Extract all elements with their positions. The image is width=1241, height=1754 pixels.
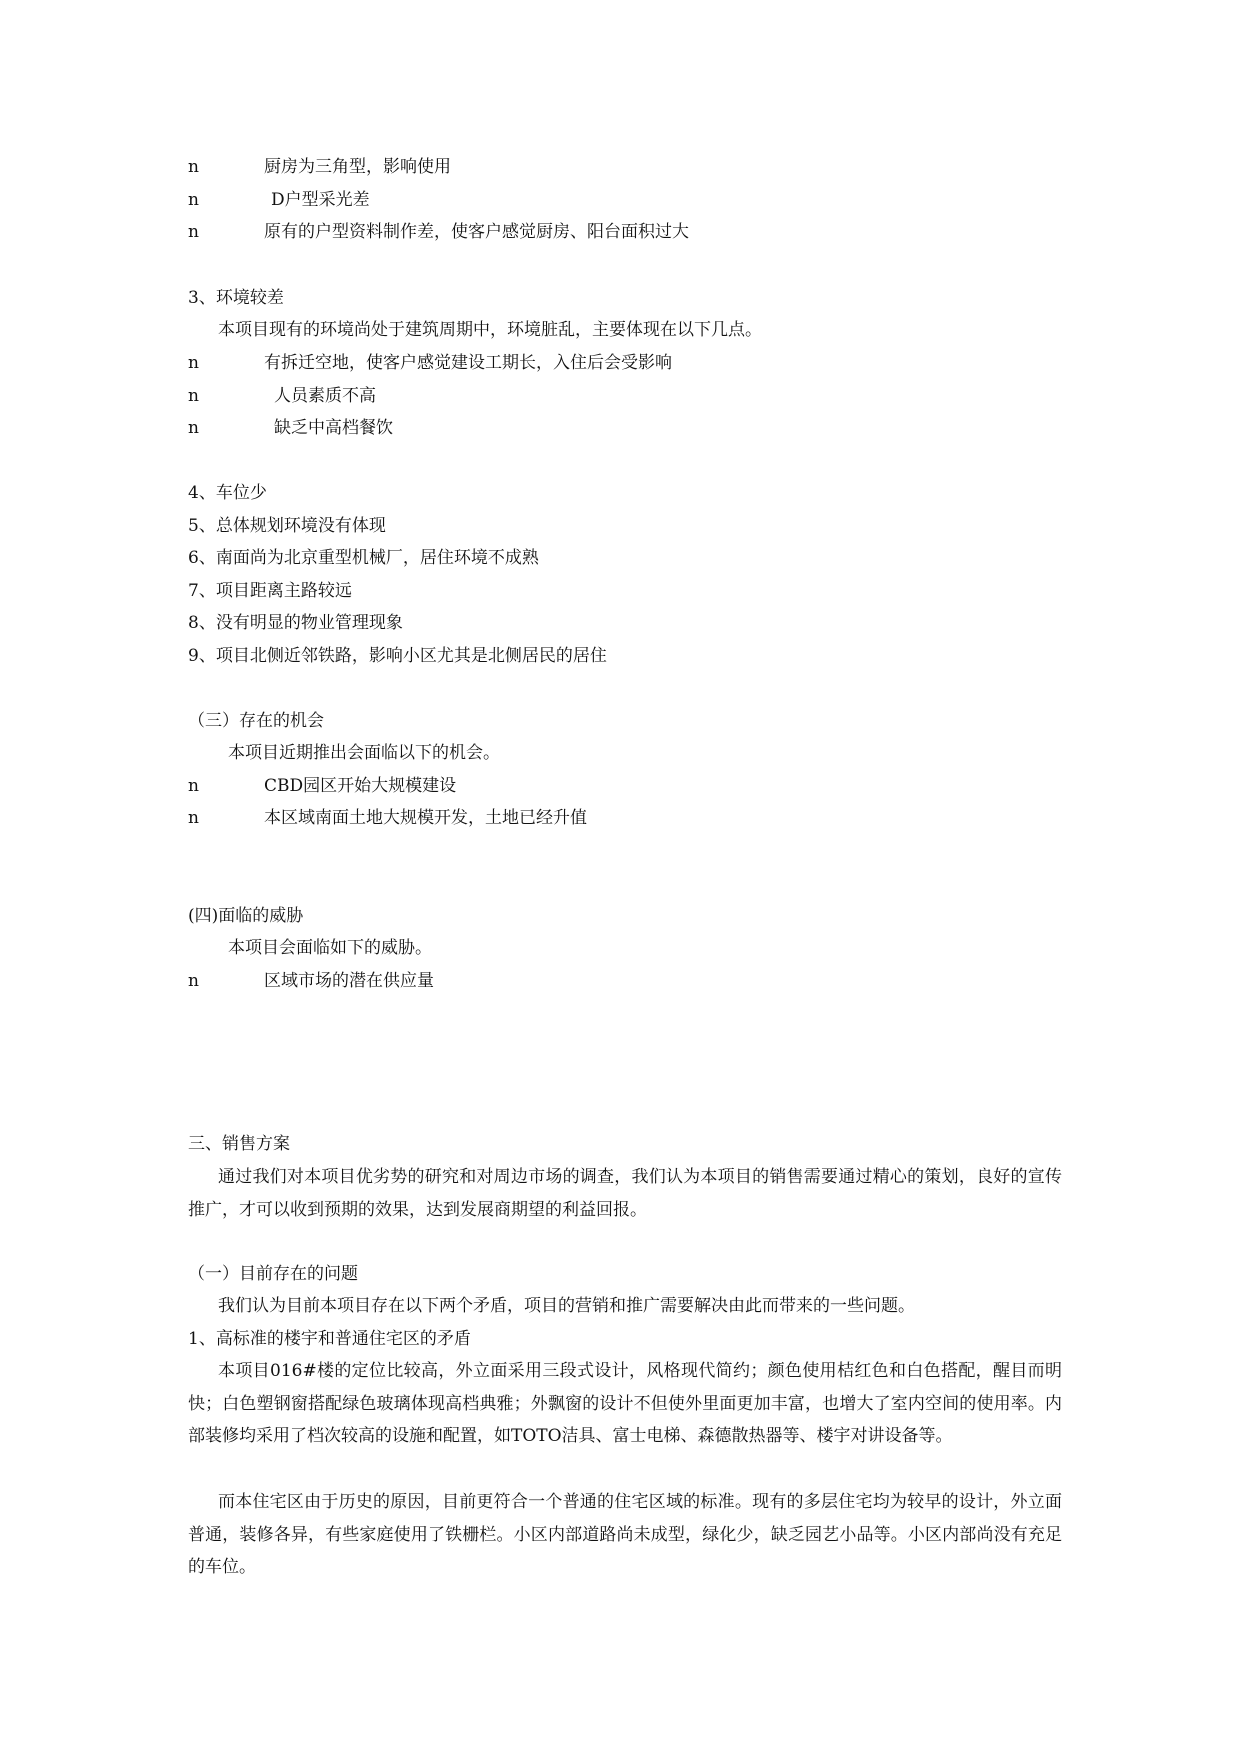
section-heading: （三）存在的机会 [188,711,324,731]
numbered-item: 4、车位少 [188,483,267,503]
bullet-marker: n [188,776,199,796]
sales-paragraph: 通过我们对本项目优劣势的研究和对周边市场的调查，我们认为本项目的销售需要通过精心的策划，良好的宣传推广，才可以收到预期的效果，达到发展商期望的利益回报。 [188,1167,1062,1220]
bullet-marker: n [188,190,199,210]
numbered-item: 7、项目距离主路较远 [188,581,352,601]
bullet-marker: n [188,386,199,406]
numbered-item: 5、总体规划环境没有体现 [188,516,386,536]
section-heading: 3、环境较差 [188,288,284,308]
bullet-item: CBD园区开始大规模建设 [264,776,457,796]
bullet-item: 区域市场的潜在供应量 [264,971,434,991]
body-paragraph: 本项目016#楼的定位比较高，外立面采用三段式设计，风格现代简约；颜色使用桔红色和白色搭配，醒目而明快；白色塑钢窗搭配绿色玻璃体现高档典雅；外飘窗的设计不但使外里面更加丰富，也增大了室内空间的使用率。内部装修均采用了档次较高的设施和配置，如TOTO洁具、富士电梯、森德散热器等、楼宇对讲设备等。 [188,1361,1062,1446]
bullet-marker: n [188,157,199,177]
numbered-item: 8、没有明显的物业管理现象 [188,613,403,633]
bullet-item: 本区域南面土地大规模开发，土地已经升值 [264,808,587,828]
section-heading: (四)面临的威胁 [188,906,304,926]
bullet-item: 缺乏中高档餐饮 [274,418,393,438]
bullet-item: 厨房为三角型，影响使用 [264,157,451,177]
numbered-item: 6、南面尚为北京重型机械厂，居住环境不成熟 [188,548,539,568]
bullet-marker: n [188,418,199,438]
bullet-item: 人员素质不高 [274,386,376,406]
section-heading: （一）目前存在的问题 [188,1264,358,1284]
bullet-marker: n [188,971,199,991]
body-paragraph: 而本住宅区由于历史的原因，目前更符合一个普通的住宅区域的标准。现有的多层住宅均为较早的设计，外立面普通，装修各异，有些家庭使用了铁栅栏。小区内部道路尚未成型，绿化少，缺乏园艺小品等。小区内部尚没有充足的车位。 [188,1492,1062,1577]
section-intro: 本项目近期推出会面临以下的机会。 [228,743,500,763]
bullet-marker: n [188,222,199,242]
bullet-marker: n [188,353,199,373]
section-intro: 我们认为目前本项目存在以下两个矛盾，项目的营销和推广需要解决由此而带来的一些问题。 [218,1296,915,1316]
bullet-item: D户型采光差 [271,190,370,210]
sub-heading: 1、高标准的楼宇和普通住宅区的矛盾 [188,1329,471,1349]
bullet-item: 有拆迁空地，使客户感觉建设工期长，入住后会受影响 [264,353,672,373]
numbered-item: 9、项目北侧近邻铁路，影响小区尤其是北侧居民的居住 [188,646,607,666]
bullet-item: 原有的户型资料制作差，使客户感觉厨房、阳台面积过大 [264,222,689,242]
section-intro: 本项目会面临如下的威胁。 [228,938,432,958]
bullet-marker: n [188,808,199,828]
chapter-heading: 三、销售方案 [188,1134,290,1154]
section-intro: 本项目现有的环境尚处于建筑周期中，环境脏乱，主要体现在以下几点。 [218,320,762,340]
